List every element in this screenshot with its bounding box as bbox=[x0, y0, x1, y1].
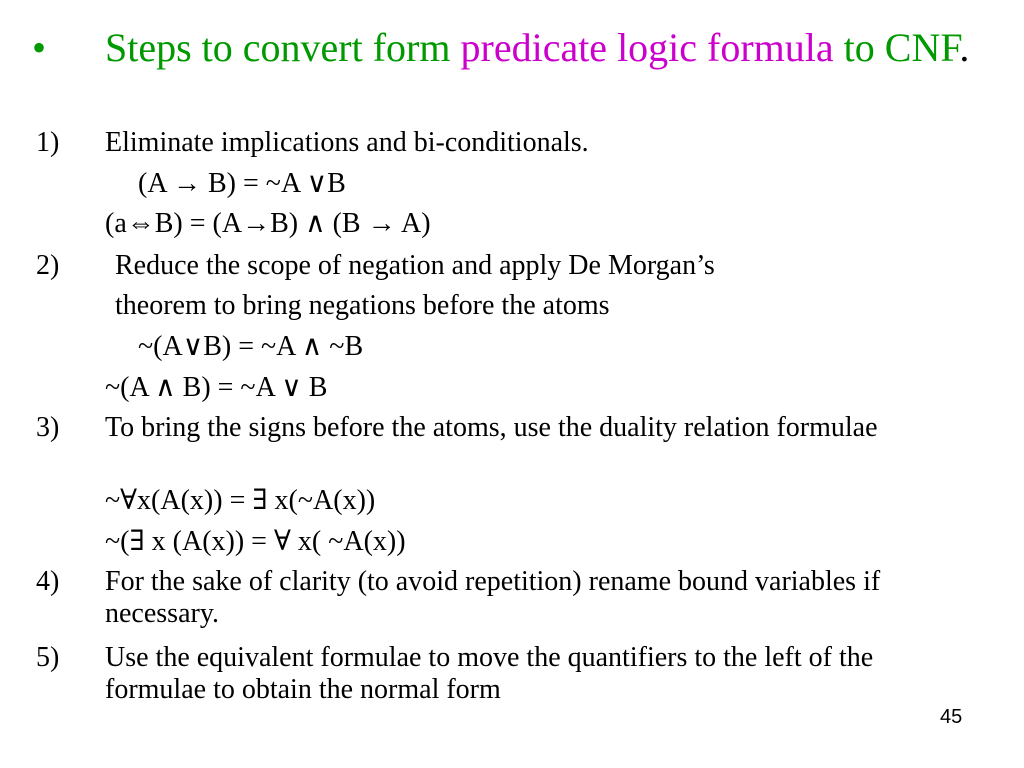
heading-part1: Steps to convert form bbox=[105, 25, 461, 70]
step-5-number: 5) bbox=[36, 642, 60, 673]
step-2-formula-2: ~(A ∧ B) = ~A ∨ B bbox=[105, 372, 328, 403]
step-1-formula-2: (a⇔B) = (A→B) ∧ (B → A) bbox=[105, 208, 431, 239]
heading-text bbox=[105, 26, 1005, 70]
step-2-number: 2) bbox=[36, 250, 60, 281]
step-2-formula-1: ~(A∨B) = ~A ∧ ~B bbox=[138, 331, 364, 362]
heading-part2: to CNF bbox=[833, 25, 960, 70]
step-2-text-line1: Reduce the scope of negation and apply De Morgan’s bbox=[115, 250, 715, 281]
step-3-formula-2: ~(∃ x (A(x)) = ∀ x( ~A(x)) bbox=[105, 526, 406, 557]
bullet-icon: • bbox=[32, 25, 47, 70]
step-4-text: For the sake of clarity (to avoid repetition) rename bound variables if necessary. bbox=[105, 566, 881, 629]
step-5-text: Use the equivalent formulae to move the quantifiers to the left of the formulae to obtain the normal form bbox=[105, 642, 874, 705]
heading-highlight: predicate logic formula bbox=[460, 25, 834, 70]
step-1-text: Eliminate implications and bi-conditionals. bbox=[105, 127, 589, 158]
step-2-text-line2: theorem to bring negations before the atoms bbox=[115, 290, 610, 321]
step-1-number: 1) bbox=[36, 127, 60, 158]
heading-period: . bbox=[959, 25, 970, 70]
step-1-formula-1: (A → B) = ~A ∨B bbox=[138, 168, 346, 199]
step-3-number: 3) bbox=[36, 412, 60, 443]
step-3-formula-1: ~∀x(A(x)) = ∃ x(~A(x)) bbox=[105, 485, 376, 516]
page-number: 45 bbox=[940, 706, 963, 728]
step-4-number: 4) bbox=[36, 566, 60, 597]
step-3-text: To bring the signs before the atoms, use the duality relation formulae bbox=[105, 412, 878, 443]
